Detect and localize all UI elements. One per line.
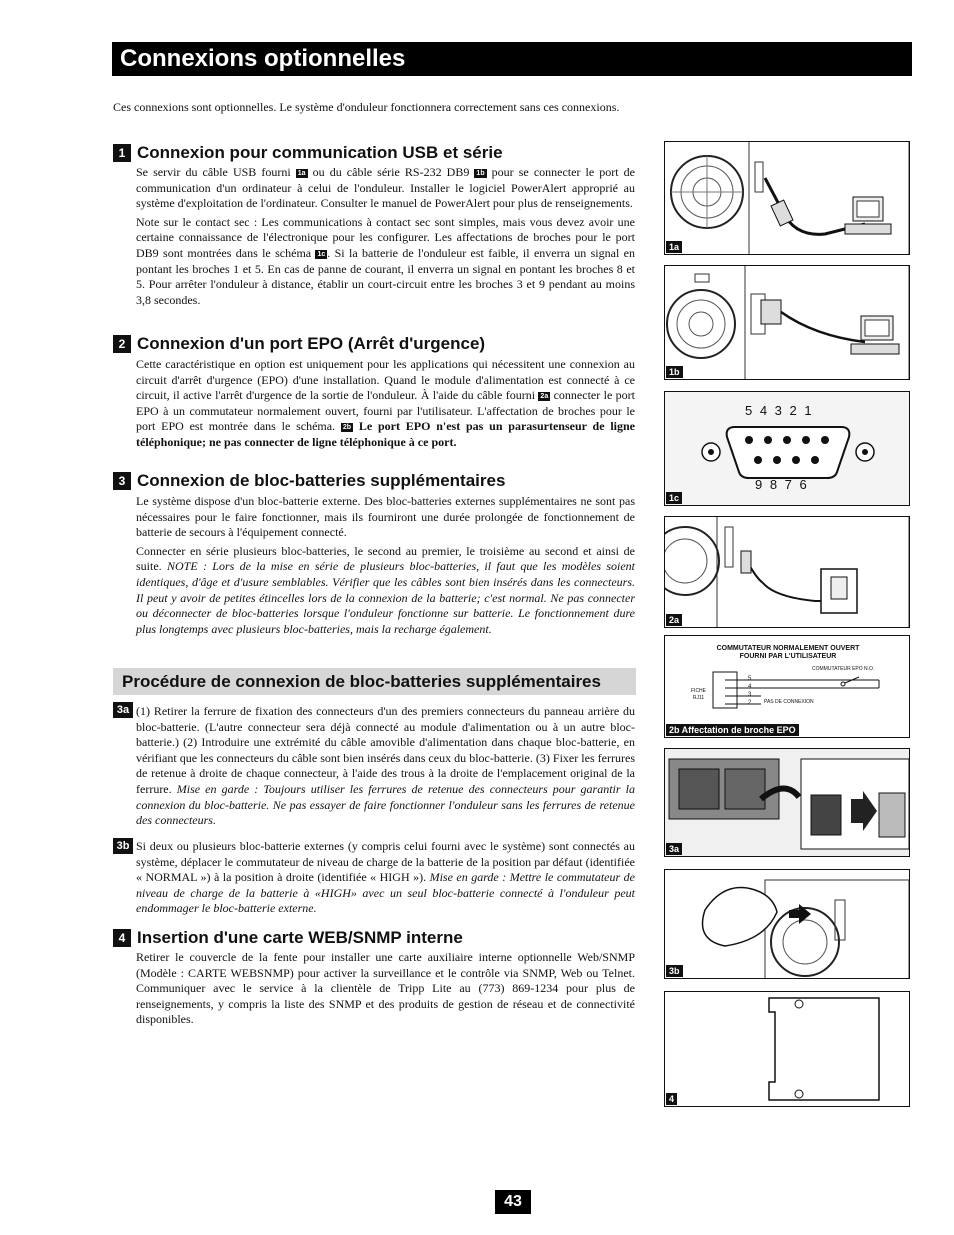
figure-1c-db9-pinout (664, 391, 910, 506)
epo-wiring-diagram (665, 636, 910, 738)
section-battery-heading (113, 471, 636, 491)
epo-pin-numbers: 5 4 3 2 (748, 676, 752, 706)
figure-ref-badge: 2a (540, 393, 549, 401)
db9-bottom-pin-numbers: 9 8 7 6 (755, 477, 807, 492)
section-title: Connexion pour communication USB et série (137, 143, 503, 162)
section-number: 3 (113, 472, 131, 490)
section-battery-body: Le système dispose d'un bloc-batterie externe. Des bloc-batteries externes supplémentaires ne sont pas nécessaires pour le faire fonctionner, mais ils fourniront une durée prolongée de fonctionnement de batterie de secours à l'équipement connecté. Connecter en série plusieurs bloc-batteries, le second au premier, le troisième au second et ainsi de suite. NOTE : Lors de la mise en série de plusieurs bloc-batteries, il faut que les modèles soient identiques, d'âge et d'usure semblables. Vérifier que les câbles sont bien insérés dans les connecteurs. Il peut y avoir de petites étincelles lors de la connexion de la batterie; c'est normal. Ne pas connecter ou déconnecter de bloc-batteries lorsque l'onduleur fonctionne sur batterie. Le fonctionnement dure plus longtemps avec plusieurs bloc-batteries, mais la recharge également. (136, 494, 635, 636)
page-title: Connexions optionnelles (120, 45, 406, 72)
step-3a-label: 3a (113, 702, 133, 718)
figure-label: 2b Affectation de broche EPO (666, 724, 799, 736)
figure-ref-badge: 1a (297, 170, 306, 177)
ups-serial-illustration (665, 266, 910, 380)
step-3b-label: 3b (113, 838, 133, 854)
intro-text: Ces connexions sont optionnelles. Le système d'onduleur fonctionnera correctement sans ces connexions. (113, 100, 620, 114)
figure-label: 2a (666, 614, 682, 626)
section-title: Connexion d'un port EPO (Arrêt d'urgence) (137, 334, 486, 353)
epo-cable-illustration (665, 517, 910, 628)
figure-ref-badge: 1c (317, 250, 326, 258)
step-3b-text: Si deux ou plusieurs bloc-batterie externes (y compris celui fourni avec le système) sont connectés au système, déplacer le commutateur de niveau de charge de la batterie de la position par défaut (identifiée « NORMAL ») à la position à droite (identifiée « HIGH »). Mise en garde : Mettre le commutateur de niveau de charge de la batterie à «HIGH» avec un seul bloc-batterie connecté à l'onduleur peut endommager le bloc-batterie externe. (136, 839, 635, 916)
figure-4-snmp-slot-cover (664, 991, 910, 1107)
epo-diagram-title: COMMUTATEUR NORMALEMENT OUVERT FOURNI PAR L'UTILISATEUR (716, 645, 860, 660)
section-number: 1 (113, 144, 131, 162)
figure-3a-battery-connectors (664, 748, 910, 857)
epo-switch-label: COMMUTATEUR EPO N.O. (812, 666, 875, 672)
battery-connector-illustration (665, 749, 910, 857)
page-header (112, 42, 912, 76)
figure-label: 3b (666, 965, 683, 977)
section-snmp-body: Retirer le couvercle de la fente pour installer une carte auxiliaire interne optionnelle Web/SNMP (Modèle : CARTE WEBSNMP) pour activer la surveillance et le contrôle via SNMP, Web ou Telnet. Communiquer avec le service à la clientèle de Tripp Lite au (773) 869-1234 pour plus de renseignements, y compris la liste des SNMP et des produits de gestion de réseau et de connectivité disponibles. (136, 950, 635, 1027)
figure-ref-badge: 2b (342, 424, 352, 432)
section-number: 4 (113, 929, 131, 947)
procedure-heading-bar (113, 668, 636, 695)
step-3a-text: (1) Retirer la ferrure de fixation des connecteurs d'un des premiers connecteurs du panneau arrière du bloc-batterie. (L'autre connecteur sera déjà connecté au module d'alimentation ou à un autre bloc-batterie.) (2) Introduire une extrémité du câble amovible d'alimentation dans chaque bloc-batterie, en vérifiant que les connecteurs du câble sont bien insérés dans ceux du bloc-batterie. (3) Fixer les ferrures de retenue à droite de chaque connecteur, à l'aide des trous à la droite de l'emplacement original de la ferrure. Mise en garde : Toujours utiliser les ferrures de retenue des connecteurs pour garantir la connexion du bloc-batterie. Ne pas essayer de faire fonctionner l'onduleur sans les ferrures de retenue des connecteurs. (136, 704, 635, 828)
db9-top-pin-numbers: 5 4 3 2 1 (745, 403, 812, 418)
figure-ref-badge: 1b (476, 170, 485, 177)
section-usb-body: Se servir du câble USB fourni 1a ou du câble série RS-232 DB9 1b pour se connecter le port de communication d'un ordinateur à celui de l'onduleur. Installer le logiciel PowerAlert approprié au système d'exploitation de l'ordinateur. Consulter le manuel de PowerAlert pour plus de renseignements. Note sur le contact sec : Les communications à contact sec sont simples, mais vous devez avoir une certaine connaissance de l'électronique pour les configurer. Les affectations de broches pour le port DB9 sont montrées dans le schéma 1c . Si la batterie de l'onduleur est faible, il enverra un signal en pontant les broches 1 et 5. En cas de panne de courant, il enverra un signal en pontant les broches 8 et 5. Pour arrêter l'onduleur à distance, établir un court-circuit entre les broches 3 et 9 pendant au moins 3,8 secondes. (136, 165, 635, 307)
figure-label: 1c (666, 492, 682, 504)
ups-usb-illustration (665, 142, 910, 255)
procedure-title: Procédure de connexion de bloc-batteries supplémentaires (122, 672, 601, 691)
section-usb-heading (113, 143, 636, 163)
figure-1a-usb-connection (664, 141, 910, 255)
figure-2a-epo-cable (664, 516, 910, 628)
figure-3b-charge-switch (664, 869, 910, 979)
figure-2b-epo-pinout (664, 635, 910, 738)
epo-no-connection-label: PAS DE CONNEXION (764, 699, 814, 705)
figure-label: 4 (666, 1093, 677, 1105)
charge-switch-illustration (665, 870, 910, 979)
page-number: 43 (495, 1190, 531, 1214)
figure-label: 3a (666, 843, 682, 855)
section-title: Connexion de bloc-batteries supplémentaires (137, 471, 506, 490)
figure-1b-serial-connection (664, 265, 910, 380)
epo-plug-label: FICHE RJ11 (691, 688, 706, 701)
section-snmp-heading (113, 928, 636, 948)
figure-label: 1b (666, 366, 683, 378)
slot-cover-illustration (665, 992, 910, 1107)
section-number: 2 (113, 335, 131, 353)
section-epo-heading (113, 334, 636, 354)
section-epo-body: Cette caractéristique en option est uniquement pour les applications qui nécessitent une connexion au circuit d'arrêt d'urgence (EPO) d'une installation. Quand le module d'alimentation est connecté à ce circuit, il active l'arrêt d'urgence de la sortie de l'onduleur. À l'aide du câble fourni 2a connecter le port EPO à un commutateur normalement ouvert, fourni par l'utilisateur. L'affectation de broches pour le port EPO est montrée dans le schéma. 2b Le port EPO n'est pas un parasurtenseur de ligne téléphonique; ne pas connecter de ligne téléphonique à ce port. (136, 357, 636, 449)
section-title: Insertion d'une carte WEB/SNMP interne (137, 928, 463, 947)
figure-label: 1a (666, 241, 682, 253)
